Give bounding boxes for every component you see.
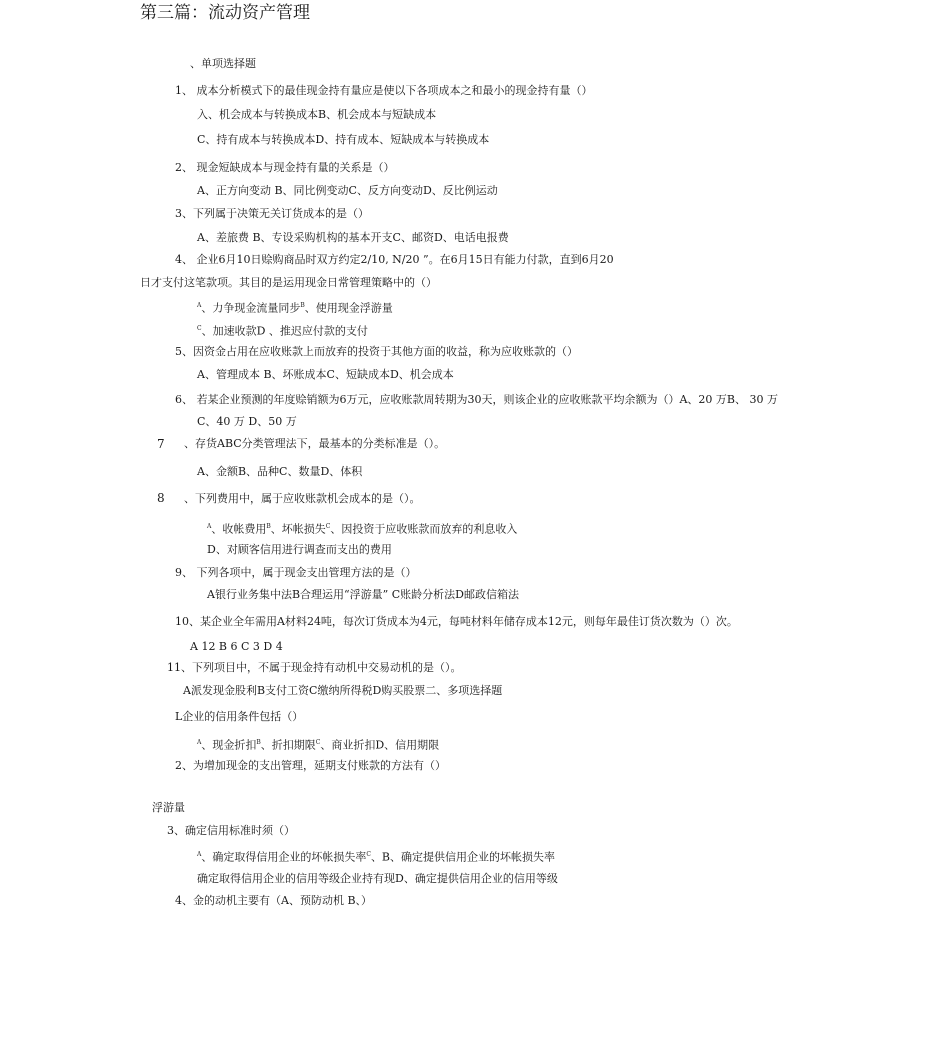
question-8-options-b: D、对顾客信用进行调查而支出的费用 xyxy=(207,543,392,556)
question-11: 11、下列项目中，不属于现金持有动机中交易动机的是（）。 xyxy=(167,661,462,674)
question-3: 3、下列属于决策无关订货成本的是（） xyxy=(175,207,369,220)
multi-question-3: 3、确定信用标准时须（） xyxy=(167,824,295,837)
question-1: 1、 成本分析模式下的最佳现金持有量应是使以下各项成本之和最小的现金持有量（） xyxy=(175,84,593,97)
option-text: 、确定取得信用企业的坏帐损失率 xyxy=(201,850,367,864)
option-letter: C xyxy=(366,851,371,858)
option-text: 、收帐费用 xyxy=(211,522,267,536)
question-4-options-b xyxy=(197,322,368,339)
question-2: 2、 现金短缺成本与现金持有量的关系是（） xyxy=(175,161,395,174)
option-letter: A xyxy=(207,523,212,530)
question-4: 4、 企业6月10日赊购商品时双方约定2/10, N/20 ”。在6月15日有能力付款，直到6月20 xyxy=(175,253,614,266)
question-9: 9、 下列各项中，属于现金支出管理方法的是（） xyxy=(175,566,417,579)
multi-question-2-fragment: 浮游量 xyxy=(152,801,185,814)
option-text: 、商业折扣D、信用期限 xyxy=(320,738,440,752)
option-text: 、使用现金浮游量 xyxy=(304,301,393,315)
option-letter: A xyxy=(197,302,202,309)
multi-question-1-options xyxy=(197,736,439,753)
multi-question-2: 2、为增加现金的支出管理，延期支付账款的方法有（） xyxy=(175,759,446,772)
question-4-continued: 日才支付这笔款项。其目的是运用现金日常管理策略中的（） xyxy=(140,276,437,289)
question-6-options: C、40 万 D、50 万 xyxy=(197,415,297,428)
question-7: 、存货ABC分类管理法下，最基本的分类标准是（）。 xyxy=(184,437,446,450)
option-letter: B xyxy=(256,739,261,746)
multi-question-1: L企业的信用条件包括（） xyxy=(175,710,304,723)
question-10: 10、某企业全年需用A材料24吨，每次订货成本为4元，每吨材料年储存成本12元，则每年最佳订货次数为（）次。 xyxy=(175,615,738,628)
option-letter: A xyxy=(197,739,202,746)
question-5-options: A、管理成本 B、坏账成本C、短缺成本D、机会成本 xyxy=(197,368,454,381)
question-1-options-b: C、持有成本与转换成本D、持有成本、短缺成本与转换成本 xyxy=(197,133,490,146)
question-4-options-a xyxy=(197,299,393,316)
question-7-options: A、金额B、品种C、数量D、体积 xyxy=(197,465,363,478)
option-text: 、现金折扣 xyxy=(201,738,257,752)
option-text: 、加速收款D 、推迟应付款的支付 xyxy=(201,324,368,338)
option-text: 、B、确定提供信用企业的坏帐损失率 xyxy=(370,850,556,864)
page-title: 第三篇：流动资产管理 xyxy=(140,3,310,23)
question-11-options: A派发现金股利B支付工资C缴纳所得税D购买股票二、多项选择题 xyxy=(183,684,503,697)
question-9-options: A银行业务集中法B合理运用“浮游量” C账龄分析法D邮政信箱法 xyxy=(207,588,520,601)
option-text: 、折扣期限 xyxy=(260,738,316,752)
question-8-options-a xyxy=(207,520,517,537)
option-letter: A xyxy=(197,851,202,858)
question-10-options: A 12 B 6 C 3 D 4 xyxy=(190,640,283,653)
option-letter: C xyxy=(315,739,321,746)
option-letter: B xyxy=(300,302,305,309)
section-heading-single-choice: 、单项选择题 xyxy=(190,57,256,70)
option-letter: C xyxy=(197,325,202,332)
question-3-options: A、差旅费 B、专设采购机构的基本开支C、邮资D、电话电报费 xyxy=(197,231,509,244)
question-5: 5、因资金占用在应收账款上而放弃的投资于其他方面的收益，称为应收账款的（） xyxy=(175,345,578,358)
option-text: 、因投资于应收账款而放弃的利息收入 xyxy=(330,522,518,536)
option-text: 、坏帐损失 xyxy=(270,522,326,536)
multi-question-4: 4、金的动机主要有（A、预防动机 B、） xyxy=(175,894,373,907)
option-letter: B xyxy=(266,523,271,530)
question-1-options-a: 入、机会成本与转换成本B、机会成本与短缺成本 xyxy=(197,108,437,121)
question-8-number: 8 xyxy=(157,491,165,505)
question-7-number: 7 xyxy=(157,437,165,451)
question-2-options: A、正方向变动 B、同比例变动C、反方向变动D、反比例运动 xyxy=(197,184,498,197)
multi-question-3-options-b: 确定取得信用企业的信用等级企业持有现D、确定提供信用企业的信用等级 xyxy=(197,872,558,885)
multi-question-3-options-a xyxy=(197,848,555,865)
option-text: 、力争现金流量同步 xyxy=(201,301,301,315)
question-8: 、下列费用中，属于应收账款机会成本的是（）。 xyxy=(184,492,421,505)
question-6: 6、 若某企业预测的年度赊销额为6万元，应收账款周转期为30天，则该企业的应收账款平均余额为（）A、20 万B、 30 万 xyxy=(175,393,778,406)
option-letter: C xyxy=(325,523,331,530)
